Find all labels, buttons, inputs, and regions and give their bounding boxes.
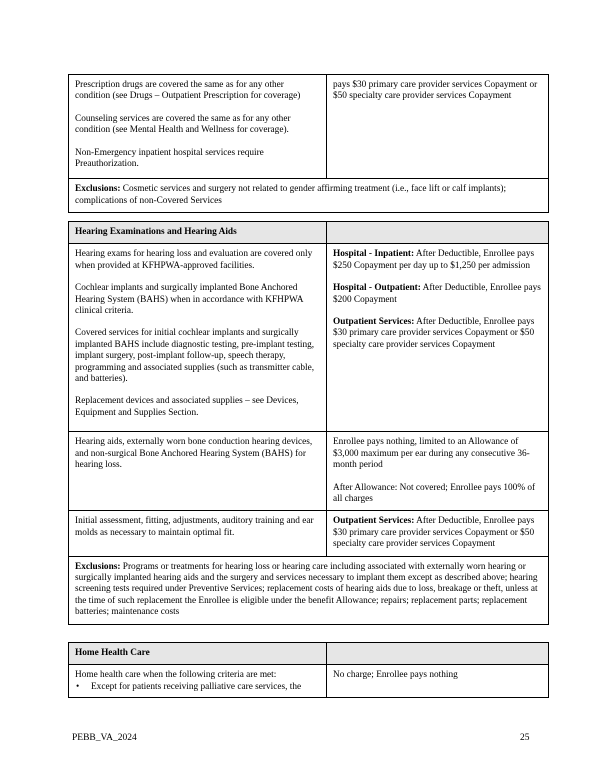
outpatient-label: Hospital - Outpatient: [333,283,421,294]
table-header-row [69,222,549,244]
criteria-text: Except for patients receiving palliative care services, the [91,681,302,692]
cost-share-cell [327,75,549,179]
table-row [69,432,549,511]
table-row [69,556,549,624]
counseling-text: Counseling services are covered the same as for any other condition (see Mental Health and Wellness for coverage). [75,113,291,136]
hearing-exam-text: Hearing exams for hearing loss and evaluation are covered only when provided at KFHPWA-approved facilities. [75,249,313,271]
outpatient-services-cost [333,317,542,351]
cost-share-cell [327,244,549,432]
section-title-blank [327,222,549,244]
table-header-row [69,643,549,665]
coverage-description-cell [69,244,327,432]
section-title: Hearing Examinations and Hearing Aids [69,222,327,244]
document-id: PEBB_VA_2024 [72,733,137,743]
page-number: 25 [520,733,530,743]
assessment-fitting-text: Initial assessment, fitting, adjustments, auditory training and ear molds as necessary to maintain optimal fit. [75,516,314,538]
criteria-list [75,682,320,693]
outpatient-services-label: Outpatient Services: [333,317,415,328]
exclusions-cell [69,556,549,624]
outpatient-services-text: After Deductible, Enrollee pays $30 primary care provider services Copayment or $50 specialty care provider services Copayment [333,516,535,550]
inpatient-label: Hospital - Inpatient: [333,249,415,260]
after-allowance-text: After Allowance: Not covered; Enrollee pays 100% of all charges [333,482,536,504]
prescription-drugs-text: Prescription drugs are covered the same as for any other condition (see Drugs – Outpatient Prescription for coverage) [75,80,301,102]
inpatient-cost [333,249,542,272]
outpatient-cost [333,283,542,306]
allowance-text: Enrollee pays nothing, limited to an Allowance of $3,000 maximum per ear during any consecutive 36-month period [333,437,530,471]
bullet-icon: • [76,681,80,692]
covered-services-text: Covered services for initial cochlear implants and surgically implanted BAHS include diagnostic testing, pre-implant testing, implant surgery, post-implant follow-up, speech therapy, programming and associated supplies (such as transmitter cable, and batteries). [75,328,315,385]
exclusions-text: Programs or treatments for hearing loss or hearing care including associated with externally worn hearing or surgically implanted hearing aids and the surgery and services necessary to implant them except as described above; hearing screening tests required under Preventive Services; replacement costs of hearing aids due to loss, breakage or theft, unless at the time of such replacement the Enrollee is eligible under the benefit Allowance; repairs; replacement parts; replacement batteries; maintenance costs [75,561,538,618]
replacement-devices-text: Replacement devices and associated supplies – see Devices, Equipment and Supplies Section. [75,396,299,418]
inpatient-text: After Deductible, Enrollee pays $250 Copayment per day up to $1,250 per admission [333,249,535,271]
cochlear-implant-text: Cochlear implants and surgically implanted Bone Anchored Hearing System (BAHS) when in accordance with KFHPWA clinical criteria. [75,283,303,317]
hearing-aids-text: Hearing aids, externally worn bone conduction hearing devices, and non-surgical Bone Anchored Hearing System (BAHS) for hearing loss. [75,437,313,471]
no-charge-text: No charge; Enrollee pays nothing [333,670,458,681]
exclusions-label: Exclusions: [75,561,121,572]
exclusions-label: Exclusions: [75,184,121,195]
outpatient-text: After Deductible, Enrollee pays $200 Copayment [333,283,541,305]
cost-share-cell [327,432,549,511]
table-row [69,75,549,179]
coverage-description-cell [69,511,327,556]
coverage-description-cell [69,665,327,698]
table-row [69,179,549,213]
copayment-text: pays $30 primary care provider services Copayment or $50 specialty care provider services Copayment [333,80,538,102]
home-health-intro: Home health care when the following criteria are met: [75,670,277,681]
cost-share-cell [327,511,549,556]
exclusions-cell [69,179,549,213]
home-health-benefit-table [68,642,549,698]
table-row [69,665,549,698]
table-row [69,244,549,432]
continued-benefit-table [68,74,549,213]
table-row [69,511,549,556]
coverage-description-cell [69,432,327,511]
coverage-description-cell [69,75,327,179]
outpatient-services-text: After Deductible, Enrollee pays $30 primary care provider services Copayment or $50 specialty care provider services Copayment [333,317,535,350]
list-item [75,682,320,693]
section-title-blank [327,643,549,665]
preauthorization-text: Non-Emergency inpatient hospital services require Preauthorization. [75,147,264,170]
outpatient-services-label: Outpatient Services: [333,516,415,527]
cost-share-cell [327,665,549,698]
exclusions-text: Cosmetic services and surgery not related to gender affirming treatment (i.e., face lift or calf implants); complications of non-Covered Services [75,184,507,206]
section-title: Home Health Care [69,643,327,665]
hearing-benefit-table [68,221,549,625]
